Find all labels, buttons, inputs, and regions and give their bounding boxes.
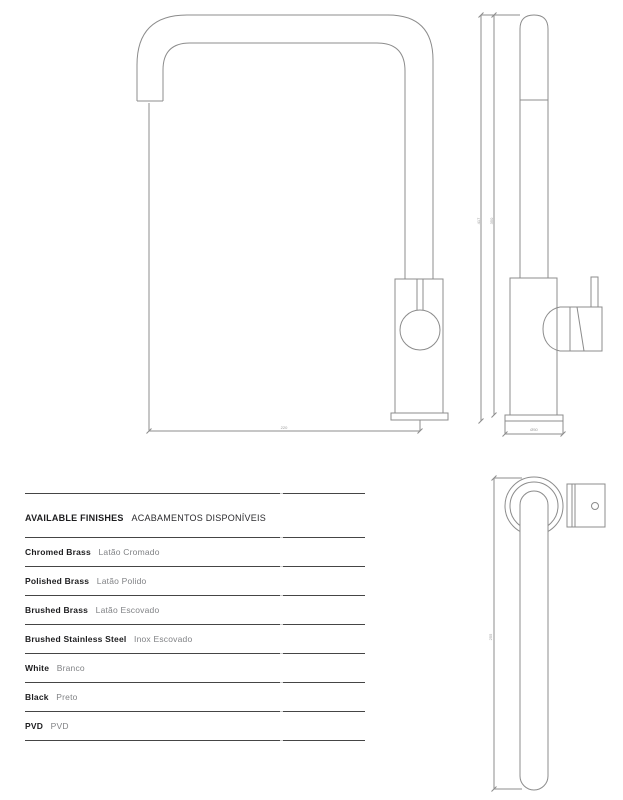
top-dim-extensions [494,478,522,789]
front-view-drawing [137,15,448,434]
finish-row-white [25,653,365,682]
finish-row-pvd [25,711,365,740]
side-handle-block [570,307,602,351]
finish-name-pt: Latão Polido [96,576,147,586]
front-spout-inner [163,43,405,279]
top-handle-block [567,484,605,527]
finish-name-en: Polished Brass [25,576,90,586]
finish-name-pt: Branco [56,663,85,673]
top-spout-arm [520,491,548,790]
front-spout-outer [137,15,433,279]
front-dim-label: 220 [280,425,288,430]
finish-row-brushed-brass [25,595,365,624]
side-base-dim-label: Ø50 [530,427,538,432]
finish-name-en: Brushed Brass [25,605,89,615]
finishes-header-pt: ACABAMENTOS DISPONÍVEIS [131,513,267,523]
side-dim-label-total: 417 [476,217,481,225]
finishes-table-header [25,493,365,537]
side-handle-seam [577,307,584,351]
finish-name-en: White [25,663,50,673]
finish-row-chromed-brass [25,537,365,566]
front-body [395,279,443,413]
finish-name-pt: Preto [56,692,78,702]
top-dim-label: 255 [488,633,493,641]
finish-name-en: Chromed Brass [25,547,91,557]
finish-row-brushed-stainless-steel [25,624,365,653]
side-handle-lever [591,277,598,307]
finish-name-en: Brushed Stainless Steel [25,634,127,644]
finish-name-pt: Latão Cromado [98,547,160,557]
side-view-drawing [476,13,602,437]
front-base-flange [391,413,448,420]
finishes-table [25,493,365,741]
side-base-flange [505,415,563,421]
top-view-drawing [488,476,605,792]
front-valve-circle [400,310,440,350]
finish-name-pt: Inox Escovado [134,634,193,644]
finishes-header-en: AVAILABLE FINISHES [25,513,124,523]
finish-name-en: Black [25,692,49,702]
finish-name-en: PVD [25,721,44,731]
finish-name-pt: PVD [50,721,69,731]
finish-row-polished-brass [25,566,365,595]
front-body-slot [417,279,423,310]
side-spout-tube [520,15,548,278]
finish-row-black [25,682,365,711]
finish-name-pt: Latão Escovado [95,605,160,615]
side-dim-label-spout: 350 [489,217,494,225]
